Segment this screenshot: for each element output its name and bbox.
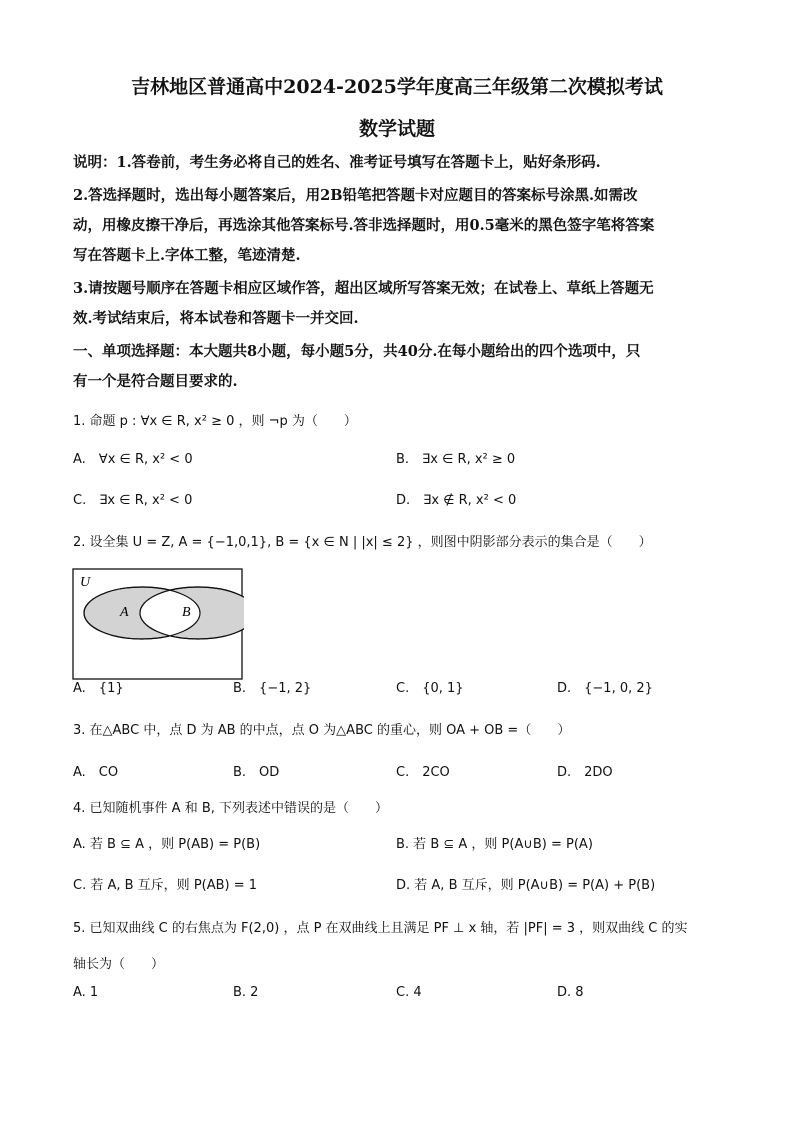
question-stem-continued: 轴长为（ ） — [73, 957, 165, 972]
option-c: C. 2CO — [396, 765, 450, 780]
instruction-line: 3.请按题号顺序在答题卡相应区域作答，超出区域所写答案无效；在试卷上、草纸上答题无 — [73, 280, 654, 297]
option-a: A. CO — [73, 765, 119, 780]
option-b: B. {−1, 2} — [233, 681, 312, 696]
question-stem: 5. 已知双曲线 C 的右焦点为 F(2,0) ，点 P 在双曲线上且满足 PF ⊥ x 轴，若 |PF| = 3 ，则双曲线 C 的实 — [73, 921, 688, 936]
instruction-line: 说明：1.答卷前，考生务必将自己的姓名、准考证号填写在答题卡上，贴好条形码. — [73, 154, 601, 171]
option-b: B. 2 — [233, 985, 259, 1000]
question-stem: 1. 命题 p : ∀x ∈ R, x² ≥ 0 ，则 ¬p 为（ ） — [73, 414, 357, 429]
option-b: B. 若 B ⊆ A ，则 P(A∪B) = P(A) — [396, 837, 593, 852]
option-d: D. 8 — [557, 985, 584, 1000]
option-c: C. 若 A, B 互斥，则 P(AB) = 1 — [73, 878, 258, 893]
option-c: C. {0, 1} — [396, 681, 464, 696]
section-heading: 有一个是符合题目要求的. — [73, 373, 238, 390]
option-a: A. ∀x ∈ R, x² < 0 — [73, 452, 193, 467]
instruction-line: 写在答题卡上.字体工整，笔迹清楚. — [73, 247, 301, 264]
venn-label-a: A — [120, 605, 129, 620]
option-b: B. OD — [233, 765, 280, 780]
venn-diagram — [72, 567, 244, 681]
venn-label-u: U — [80, 575, 91, 590]
instruction-line: 2.答选择题时，选出每小题答案后，用2B铅笔把答题卡对应题目的答案标号涂黑.如需改 — [73, 187, 638, 204]
option-a: A. 若 B ⊆ A ，则 P(AB) = P(B) — [73, 837, 261, 852]
page-title: 吉林地区普通高中2024-2025学年度高三年级第二次模拟考试 — [131, 76, 663, 98]
option-a: A. 1 — [73, 985, 99, 1000]
option-d: D. {−1, 0, 2} — [557, 681, 653, 696]
option-d: D. 2DO — [557, 765, 613, 780]
option-c: C. ∃x ∈ R, x² < 0 — [73, 493, 193, 508]
section-heading: 一、单项选择题：本大题共8小题，每小题5分，共40分.在每小题给出的四个选项中，只 — [73, 343, 641, 360]
instruction-line: 动，用橡皮擦干净后，再选涂其他答案标号.答非选择题时，用0.5毫米的黑色签字笔将答案 — [73, 217, 655, 234]
venn-label-b: B — [182, 605, 191, 620]
question-stem: 4. 已知随机事件 A 和 B, 下列表述中错误的是（ ） — [73, 801, 389, 816]
instruction-line: 效.考试结束后，将本试卷和答题卡一并交回. — [73, 310, 359, 327]
option-a: A. {1} — [73, 681, 124, 696]
option-d: D. ∃x ∉ R, x² < 0 — [396, 493, 517, 508]
question-stem: 2. 设全集 U = Z, A = {−1,0,1}, B = {x ∈ N | |x| ≤ 2} ，则图中阴影部分表示的集合是（ ） — [73, 535, 652, 550]
question-stem: 3. 在△ABC 中，点 D 为 AB 的中点，点 O 为△ABC 的重心，则 OA + OB =（ ） — [73, 723, 571, 738]
option-b: B. ∃x ∈ R, x² ≥ 0 — [396, 452, 516, 467]
page-subtitle: 数学试题 — [358, 118, 435, 140]
option-d: D. 若 A, B 互斥，则 P(A∪B) = P(A) + P(B) — [396, 878, 656, 893]
option-c: C. 4 — [396, 985, 422, 1000]
